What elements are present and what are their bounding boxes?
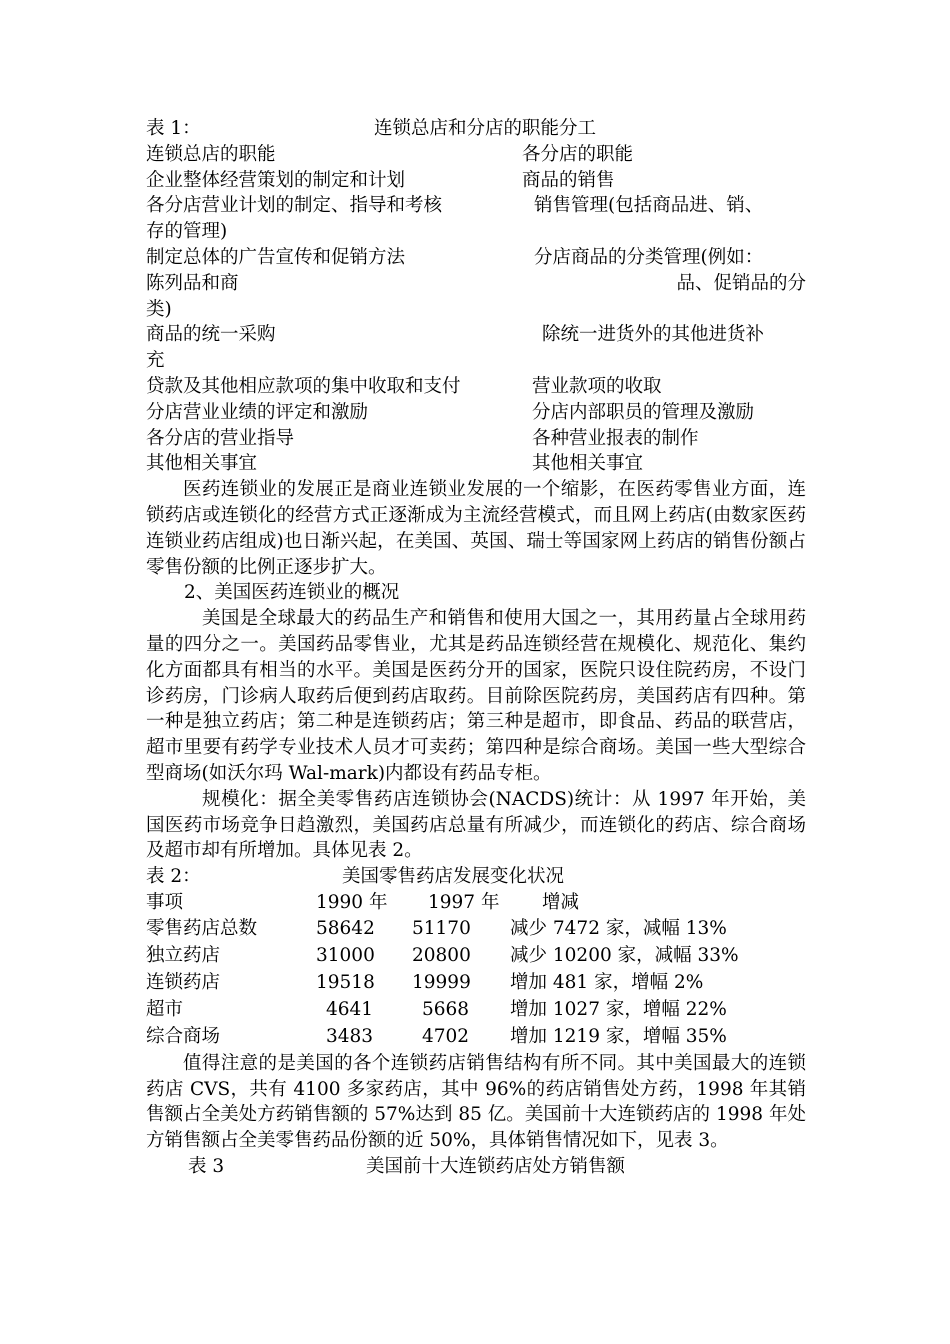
table3-caption-title: 美国前十大连锁药店处方销售额 [366,1155,626,1177]
table2-header-item: 事项 [146,891,184,913]
table2-header-row [146,890,806,916]
table1-row [146,193,806,219]
paragraph-us-overview: 美国是全球最大的药品生产和销售和使用大国之一，其用药量占全球用药量的四分之一。美国药品零售业，尤其是药品连锁经营在规模化、规范化、集约化方面都具有相当的水平。美国是医药分开的国家，医院只设住院药房，不设门诊药房，门诊病人取药后便到药店取药。目前除医院药房，美国药店有四种。第一种是独立药店；第二种是连锁药店；第三种是超市，即食品、药品的联营店，超市里要有药学专业技术人员才可卖药；第四种是综合商场。美国一些大型综合型商场(如沃尔玛 Wal-mark)内都设有药品专柜。 [146,608,806,784]
table1-row [146,322,806,348]
table1-cell-right: 分店内部职员的管理及激励 [532,401,755,423]
table1-cell-continuation-right: 品、促销品的分 [676,272,806,294]
table2-cell-1990: 58642 [316,917,375,939]
table2-cell-1997: 20800 [412,944,471,966]
table2-header-1997: 1997 年 [428,891,500,913]
table1-row-continuation [146,297,806,323]
table1-cell-left: 其他相关事宜 [146,453,258,475]
table1-header-left: 连锁总店的职能 [146,143,276,165]
table1-cell-left: 各分店营业计划的制定、指导和考核 [146,195,443,217]
table2-cell-1997: 4702 [422,1025,470,1047]
table1-caption-label: 表 1： [146,118,201,139]
paragraph-cvs: 值得注意的是美国的各个连锁药店销售结构有所不同。其中美国最大的连锁药店 CVS，共有 4100 多家药店，其中 96%的药店销售处方药，1998 年其销售额占全美处方药销售额的 57%达到 85 亿。美国前十大连锁药店的 1998 年处方销售额占全美零售药品份额的近 50%，具体销售情况如下，见表 3。 [146,1052,806,1152]
table2-cell-change: 增加 1219 家，增幅 35% [510,1025,727,1047]
table1-caption [146,116,806,142]
table2-cell-1990: 3483 [326,1025,374,1047]
table1-cell-right: 分店商品的分类管理(例如： [534,246,764,268]
table2-cell-item: 零售药店总数 [146,917,258,939]
table2-row [146,997,806,1024]
table1-cell-right: 各种营业报表的制作 [532,427,699,449]
table2-cell-1997: 51170 [412,917,471,939]
table1-cell-right: 商品的销售 [522,169,615,191]
table3-caption [146,1154,806,1180]
table2-cell-1997: 5668 [422,998,470,1020]
section-heading: 2、美国医药连锁业的概况 [184,582,400,604]
table2-cell-change: 减少 7472 家，减幅 13% [510,917,727,939]
table1-cell-right: 其他相关事宜 [532,453,644,475]
table2-caption [146,864,806,890]
paragraph-intro: 医药连锁业的发展正是商业连锁业发展的一个缩影，在医药零售业方面，连锁药店或连锁化的经营方式正逐渐成为主流经营模式，而且网上药店(由数家医药连锁业药店组成)也日渐兴起，在美国、英国、瑞士等国家网上药店的销售份额占零售份额的比例正逐步扩大。 [146,479,806,578]
table1-cell-right: 营业款项的收取 [532,375,662,397]
table1-cell-left: 企业整体经营策划的制定和计划 [146,169,406,191]
table1-row [146,168,806,194]
table1-header-row [146,142,806,168]
table2-row [146,943,806,970]
table2-row [146,1024,806,1051]
table1-row [146,400,806,426]
paragraph-scale: 规模化：据全美零售药店连锁协会(NACDS)统计：从 1997 年开始，美国医药市场竞争日趋激烈，美国药店总量有所减少，而连锁化的药店、综合商场及超市却有所增加。具体见表 2。 [146,788,806,862]
table1-cell-left: 商品的统一采购 [146,324,276,346]
table2-caption-label: 表 2： [146,866,201,888]
table1-cell-right: 销售管理(包括商品进、销、 [534,195,764,217]
table2-cell-change: 增加 1027 家，增幅 22% [510,998,727,1020]
table2-row [146,916,806,943]
table2-cell-change: 减少 10200 家，减幅 33% [510,944,739,966]
table2-cell-change: 增加 481 家，增幅 2% [510,971,704,993]
table2-cell-1990: 31000 [316,944,375,966]
table1-row [146,374,806,400]
table2-cell-item: 综合商场 [146,1025,221,1047]
table2-cell-item: 连锁药店 [146,971,221,993]
table2-row [146,970,806,997]
table1-cell-left: 各分店的营业指导 [146,427,295,449]
table1-row-continuation [146,271,806,297]
table2-caption-title: 美国零售药店发展变化状况 [342,866,565,888]
table1-cell-continuation: 存的管理) [146,221,228,243]
table2-header-1990: 1990 年 [316,891,388,913]
table1-row [146,426,806,452]
table1-cell-continuation: 充 [146,350,165,372]
table1-cell-left: 贷款及其他相应款项的集中收取和支付 [146,375,461,397]
table3-caption-label: 表 3 [188,1155,225,1177]
table1-caption-title: 连锁总店和分店的职能分工 [374,118,597,139]
table1-cell-continuation: 类) [146,298,172,320]
table1-row-continuation [146,219,806,245]
table1-row [146,451,806,477]
table1-cell-left: 分店营业业绩的评定和激励 [146,401,369,423]
document-page [146,116,806,1180]
table2-cell-1997: 19999 [412,971,471,993]
table2-cell-item: 超市 [146,998,184,1020]
table1-cell-right: 除统一进货外的其他进货补 [542,324,765,346]
table2-cell-1990: 19518 [316,971,375,993]
table1-cell-left: 制定总体的广告宣传和促销方法 [146,246,406,268]
table1-row [146,245,806,271]
table1-header-right: 各分店的职能 [522,143,634,165]
table1-cell-continuation-left: 陈列品和商 [146,272,239,294]
table2-cell-1990: 4641 [326,998,374,1020]
table2-header-change: 增减 [542,891,580,913]
table2-cell-item: 独立药店 [146,944,221,966]
table1-row-continuation [146,348,806,374]
